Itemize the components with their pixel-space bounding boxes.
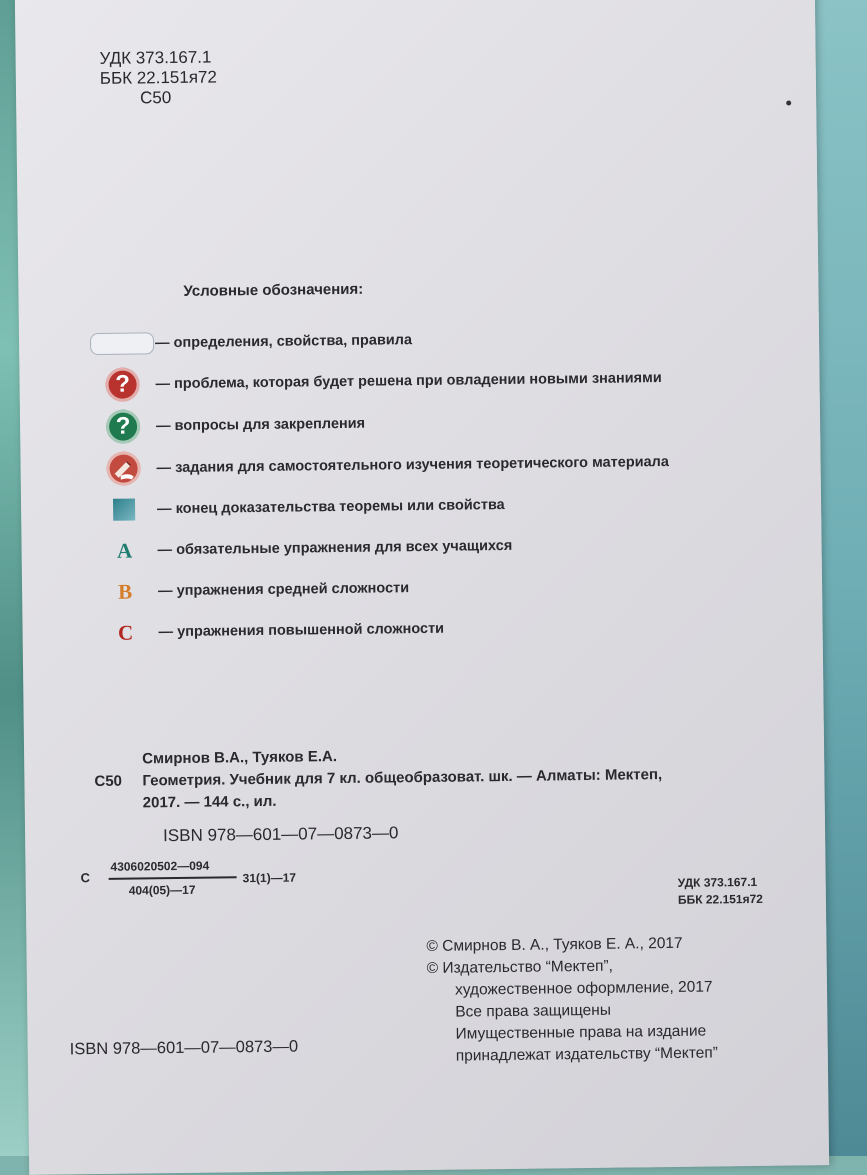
biblio-details: 2017. — 144 с., ил. bbox=[142, 792, 277, 812]
legend-text: — проблема, которая будет решена при овладении новыми знаниями bbox=[155, 370, 662, 393]
print-dot bbox=[786, 100, 791, 105]
legend-item-definitions bbox=[89, 322, 412, 362]
copyright-block bbox=[426, 932, 718, 1068]
legend-text: — упражнения повышенной сложности bbox=[158, 620, 445, 641]
author-mark: С50 bbox=[139, 88, 172, 108]
bbk-code: ББК 22.151я72 bbox=[677, 891, 763, 907]
rounded-rectangle-icon bbox=[90, 332, 154, 355]
legend-item-self-study bbox=[90, 444, 669, 487]
legend-item-level-c bbox=[92, 611, 444, 651]
copyright-line: принадлежат издательству “Мектеп” bbox=[455, 1044, 718, 1065]
legend-text: — определения, свойства, правила bbox=[154, 332, 413, 352]
copyright-line: Все права защищены bbox=[455, 1001, 612, 1021]
legend-text: — обязательные упражнения для всех учащихся bbox=[157, 537, 513, 559]
legend-text: — конец доказательства теоремы или свойства bbox=[157, 496, 505, 518]
writing-hand-icon bbox=[106, 451, 140, 485]
square-icon bbox=[113, 499, 135, 521]
fraction-prefix: С bbox=[80, 870, 91, 886]
authors: Смирнов В.А., Туяков Е.А. bbox=[142, 748, 338, 768]
legend-text: — упражнения средней сложности bbox=[158, 580, 410, 600]
legend-item-level-a bbox=[91, 528, 512, 569]
bibliographic-record bbox=[94, 742, 663, 815]
udk-code: УДК 373.167.1 bbox=[99, 47, 212, 68]
legend-item-questions bbox=[90, 406, 365, 445]
copyright-line: © Смирнов В. А., Туяков Е. А., 2017 bbox=[426, 934, 683, 955]
classification-codes-bottom bbox=[678, 874, 763, 909]
copyright-line: Имущественные права на издание bbox=[455, 1022, 707, 1043]
copyright-line: художественное оформление, 2017 bbox=[454, 978, 713, 999]
legend-text: — вопросы для закрепления bbox=[156, 415, 366, 435]
letter-a-icon: A bbox=[116, 538, 133, 563]
letter-b-icon: B bbox=[117, 579, 133, 604]
fraction-bar bbox=[109, 876, 237, 879]
legend-item-problem bbox=[89, 360, 662, 403]
isbn-bottom: ISBN 978—601—07—0873—0 bbox=[69, 1037, 299, 1059]
red-question-icon: ? bbox=[105, 367, 139, 401]
book-page bbox=[15, 0, 829, 1175]
letter-c-icon: C bbox=[117, 620, 134, 645]
udk-code: УДК 373.167.1 bbox=[677, 874, 758, 890]
green-question-icon: ? bbox=[106, 409, 140, 443]
author-mark: С50 bbox=[94, 772, 123, 791]
legend-item-level-b bbox=[92, 570, 409, 610]
fraction-numerator: 4306020502—094 bbox=[110, 858, 210, 874]
classification-codes bbox=[99, 47, 217, 108]
fraction-suffix: 31(1)—17 bbox=[242, 870, 297, 886]
legend-text: — задания для самостоятельного изучения теоретического материала bbox=[156, 453, 670, 477]
legend-title: Условные обозначения: bbox=[183, 280, 364, 300]
isbn: ISBN 978—601—07—0873—0 bbox=[162, 823, 399, 846]
copyright-line: © Издательство “Мектеп”, bbox=[426, 957, 614, 977]
bbk-code: ББК 22.151я72 bbox=[99, 67, 218, 88]
legend-item-proof-end bbox=[91, 487, 505, 528]
fraction-denominator: 404(05)—17 bbox=[128, 882, 196, 898]
biblio-title: Геометрия. Учебник для 7 кл. общеобразоват. шк. — Алматы: Мектеп, bbox=[142, 766, 663, 790]
